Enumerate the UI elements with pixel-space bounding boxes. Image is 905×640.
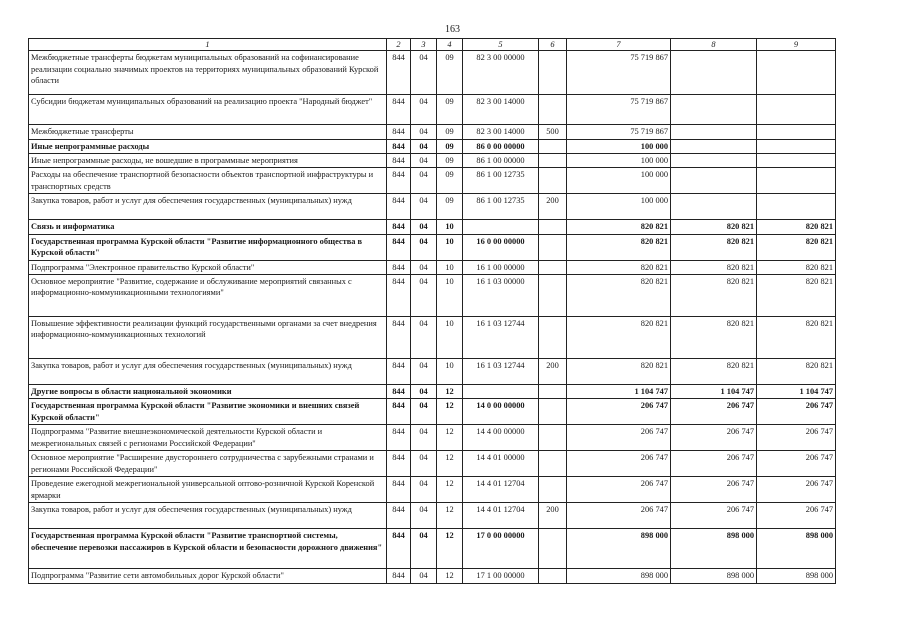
admin-code: 844 — [387, 529, 411, 569]
subsection-code: 09 — [437, 168, 463, 194]
table-row — [29, 425, 836, 451]
table-row — [29, 529, 836, 569]
amount-year-3 — [757, 194, 836, 220]
section-code: 04 — [411, 477, 437, 503]
table-row — [29, 51, 836, 95]
subsection-code: 09 — [437, 125, 463, 139]
table-row — [29, 234, 836, 260]
amount-year-2: 898 000 — [671, 529, 757, 569]
amount-year-1: 820 821 — [567, 220, 671, 234]
subsection-code: 10 — [437, 275, 463, 317]
table-row — [29, 194, 836, 220]
expense-type-code: 200 — [539, 503, 567, 529]
target-item-code: 86 1 00 12735 — [463, 168, 539, 194]
target-item-code: 82 3 00 14000 — [463, 125, 539, 139]
target-item-code: 82 3 00 14000 — [463, 95, 539, 125]
amount-year-3: 820 821 — [757, 260, 836, 274]
column-number-row — [29, 39, 836, 51]
table-row — [29, 154, 836, 168]
amount-year-3 — [757, 51, 836, 95]
table-row — [29, 168, 836, 194]
table-row — [29, 220, 836, 234]
table-row — [29, 95, 836, 125]
column-header: 9 — [757, 39, 836, 51]
section-code: 04 — [411, 139, 437, 153]
expense-type-code — [539, 154, 567, 168]
line-item-name: Государственная программа Курской области "Развитие экономики и внешних связей Курской области" — [29, 399, 387, 425]
line-item-name: Закупка товаров, работ и услуг для обеспечения государственных (муниципальных) нужд — [29, 194, 387, 220]
target-item-code: 16 1 03 12744 — [463, 359, 539, 385]
table-row — [29, 399, 836, 425]
line-item-name: Связь и информатика — [29, 220, 387, 234]
amount-year-3 — [757, 125, 836, 139]
expense-type-code — [539, 399, 567, 425]
amount-year-3: 820 821 — [757, 359, 836, 385]
amount-year-3: 1 104 747 — [757, 385, 836, 399]
budget-table — [28, 38, 836, 584]
table-row — [29, 359, 836, 385]
admin-code: 844 — [387, 220, 411, 234]
target-item-code: 14 4 00 00000 — [463, 425, 539, 451]
amount-year-2: 898 000 — [671, 569, 757, 583]
section-code: 04 — [411, 154, 437, 168]
subsection-code: 12 — [437, 569, 463, 583]
section-code: 04 — [411, 529, 437, 569]
amount-year-3: 898 000 — [757, 529, 836, 569]
subsection-code: 12 — [437, 477, 463, 503]
line-item-name: Межбюджетные трансферты бюджетам муниципальных образований на софинансирование реализации социально значимых проектов на территориях муниципальных образований Курской области — [29, 51, 387, 95]
amount-year-3: 206 747 — [757, 451, 836, 477]
amount-year-1: 898 000 — [567, 569, 671, 583]
amount-year-2 — [671, 125, 757, 139]
expense-type-code: 500 — [539, 125, 567, 139]
page-number: 163 — [445, 24, 460, 35]
amount-year-2 — [671, 95, 757, 125]
section-code: 04 — [411, 317, 437, 359]
section-code: 04 — [411, 125, 437, 139]
amount-year-2: 820 821 — [671, 359, 757, 385]
line-item-name: Государственная программа Курской области "Развитие транспортной системы, обеспечение перевозки пассажиров в Курской области и безопасности дорожного движения" — [29, 529, 387, 569]
line-item-name: Межбюджетные трансферты — [29, 125, 387, 139]
amount-year-3: 820 821 — [757, 220, 836, 234]
line-item-name: Иные непрограммные расходы, не вошедшие в программные мероприятия — [29, 154, 387, 168]
table-row — [29, 569, 836, 583]
amount-year-2 — [671, 51, 757, 95]
target-item-code: 82 3 00 00000 — [463, 51, 539, 95]
line-item-name: Субсидии бюджетам муниципальных образований на реализацию проекта "Народный бюджет" — [29, 95, 387, 125]
amount-year-3: 820 821 — [757, 234, 836, 260]
amount-year-1: 75 719 867 — [567, 51, 671, 95]
amount-year-3 — [757, 168, 836, 194]
subsection-code: 10 — [437, 234, 463, 260]
column-header: 5 — [463, 39, 539, 51]
amount-year-3: 820 821 — [757, 317, 836, 359]
section-code: 04 — [411, 51, 437, 95]
line-item-name: Подпрограмма "Развитие внешнеэкономической деятельности Курской области и межрегиональных связей с регионами Российской Федерации" — [29, 425, 387, 451]
amount-year-1: 820 821 — [567, 234, 671, 260]
amount-year-3: 898 000 — [757, 569, 836, 583]
expense-type-code — [539, 234, 567, 260]
section-code: 04 — [411, 275, 437, 317]
amount-year-1: 206 747 — [567, 451, 671, 477]
table-row — [29, 260, 836, 274]
amount-year-1: 100 000 — [567, 194, 671, 220]
admin-code: 844 — [387, 125, 411, 139]
expense-type-code — [539, 477, 567, 503]
amount-year-2: 820 821 — [671, 234, 757, 260]
amount-year-1: 75 719 867 — [567, 95, 671, 125]
section-code: 04 — [411, 569, 437, 583]
section-code: 04 — [411, 399, 437, 425]
amount-year-3 — [757, 154, 836, 168]
column-header: 3 — [411, 39, 437, 51]
subsection-code: 12 — [437, 385, 463, 399]
subsection-code: 10 — [437, 317, 463, 359]
subsection-code: 09 — [437, 139, 463, 153]
admin-code: 844 — [387, 234, 411, 260]
amount-year-1: 100 000 — [567, 139, 671, 153]
table-row — [29, 317, 836, 359]
expense-type-code — [539, 425, 567, 451]
amount-year-1: 206 747 — [567, 503, 671, 529]
amount-year-3: 820 821 — [757, 275, 836, 317]
column-header: 4 — [437, 39, 463, 51]
line-item-name: Закупка товаров, работ и услуг для обеспечения государственных (муниципальных) нужд — [29, 359, 387, 385]
amount-year-2 — [671, 194, 757, 220]
section-code: 04 — [411, 359, 437, 385]
amount-year-1: 820 821 — [567, 260, 671, 274]
section-code: 04 — [411, 234, 437, 260]
table-row — [29, 451, 836, 477]
expense-type-code — [539, 275, 567, 317]
line-item-name: Подпрограмма "Развитие сети автомобильных дорог Курской области" — [29, 569, 387, 583]
amount-year-2: 1 104 747 — [671, 385, 757, 399]
column-header: 8 — [671, 39, 757, 51]
section-code: 04 — [411, 385, 437, 399]
target-item-code: 14 0 00 00000 — [463, 399, 539, 425]
line-item-name: Основное мероприятие "Расширение двустороннего сотрудничества с зарубежными странами и регионами Российской Федерации" — [29, 451, 387, 477]
subsection-code: 09 — [437, 95, 463, 125]
section-code: 04 — [411, 95, 437, 125]
admin-code: 844 — [387, 359, 411, 385]
line-item-name: Проведение ежегодной межрегиональной универсальной оптово-розничной Курской Коренской ярмарки — [29, 477, 387, 503]
target-item-code: 86 1 00 00000 — [463, 154, 539, 168]
amount-year-2: 206 747 — [671, 503, 757, 529]
admin-code: 844 — [387, 503, 411, 529]
amount-year-1: 100 000 — [567, 154, 671, 168]
expense-type-code — [539, 260, 567, 274]
amount-year-1: 206 747 — [567, 399, 671, 425]
section-code: 04 — [411, 451, 437, 477]
amount-year-2: 206 747 — [671, 451, 757, 477]
line-item-name: Расходы на обеспечение транспортной безопасности объектов транспортной инфраструктуры и транспортных средств — [29, 168, 387, 194]
expense-type-code — [539, 139, 567, 153]
subsection-code: 10 — [437, 220, 463, 234]
amount-year-2: 206 747 — [671, 477, 757, 503]
admin-code: 844 — [387, 194, 411, 220]
target-item-code: 14 4 01 12704 — [463, 503, 539, 529]
amount-year-3 — [757, 139, 836, 153]
table-row — [29, 385, 836, 399]
amount-year-2: 206 747 — [671, 425, 757, 451]
target-item-code: 16 1 03 00000 — [463, 275, 539, 317]
column-header: 7 — [567, 39, 671, 51]
expense-type-code — [539, 317, 567, 359]
target-item-code — [463, 385, 539, 399]
admin-code: 844 — [387, 477, 411, 503]
amount-year-1: 898 000 — [567, 529, 671, 569]
admin-code: 844 — [387, 317, 411, 359]
target-item-code: 14 4 01 00000 — [463, 451, 539, 477]
line-item-name: Другие вопросы в области национальной экономики — [29, 385, 387, 399]
expense-type-code: 200 — [539, 194, 567, 220]
expense-type-code — [539, 569, 567, 583]
admin-code: 844 — [387, 260, 411, 274]
amount-year-2: 820 821 — [671, 317, 757, 359]
amount-year-1: 1 104 747 — [567, 385, 671, 399]
expense-type-code — [539, 529, 567, 569]
subsection-code: 09 — [437, 154, 463, 168]
admin-code: 844 — [387, 51, 411, 95]
amount-year-2 — [671, 168, 757, 194]
subsection-code: 12 — [437, 399, 463, 425]
table-row — [29, 477, 836, 503]
amount-year-1: 100 000 — [567, 168, 671, 194]
section-code: 04 — [411, 503, 437, 529]
line-item-name: Иные непрограммные расходы — [29, 139, 387, 153]
amount-year-3: 206 747 — [757, 399, 836, 425]
expense-type-code — [539, 95, 567, 125]
expense-type-code — [539, 51, 567, 95]
subsection-code: 12 — [437, 529, 463, 569]
table-body — [29, 51, 836, 583]
subsection-code: 10 — [437, 359, 463, 385]
amount-year-2: 206 747 — [671, 399, 757, 425]
amount-year-3: 206 747 — [757, 503, 836, 529]
amount-year-1: 75 719 867 — [567, 125, 671, 139]
target-item-code: 86 0 00 00000 — [463, 139, 539, 153]
admin-code: 844 — [387, 275, 411, 317]
amount-year-2: 820 821 — [671, 220, 757, 234]
table-row — [29, 275, 836, 317]
line-item-name: Повышение эффективности реализации функций государственными органами за счет внедрения информационно-коммуникационных технологий — [29, 317, 387, 359]
target-item-code: 16 1 03 12744 — [463, 317, 539, 359]
subsection-code: 10 — [437, 260, 463, 274]
table-row — [29, 503, 836, 529]
column-header: 6 — [539, 39, 567, 51]
amount-year-1: 820 821 — [567, 317, 671, 359]
subsection-code: 12 — [437, 451, 463, 477]
amount-year-1: 206 747 — [567, 477, 671, 503]
admin-code: 844 — [387, 95, 411, 125]
line-item-name: Основное мероприятие "Развитие, содержание и обслуживание мероприятий связанных с информационно-коммуникационными технологиями" — [29, 275, 387, 317]
target-item-code: 16 0 00 00000 — [463, 234, 539, 260]
expense-type-code — [539, 220, 567, 234]
admin-code: 844 — [387, 168, 411, 194]
column-header: 1 — [29, 39, 387, 51]
section-code: 04 — [411, 260, 437, 274]
amount-year-3: 206 747 — [757, 477, 836, 503]
expense-type-code — [539, 451, 567, 477]
section-code: 04 — [411, 220, 437, 234]
amount-year-1: 206 747 — [567, 425, 671, 451]
admin-code: 844 — [387, 385, 411, 399]
subsection-code: 12 — [437, 503, 463, 529]
line-item-name: Подпрограмма "Электронное правительство Курской области" — [29, 260, 387, 274]
target-item-code: 14 4 01 12704 — [463, 477, 539, 503]
column-header: 2 — [387, 39, 411, 51]
admin-code: 844 — [387, 399, 411, 425]
target-item-code: 16 1 00 00000 — [463, 260, 539, 274]
admin-code: 844 — [387, 154, 411, 168]
amount-year-2 — [671, 139, 757, 153]
amount-year-2 — [671, 154, 757, 168]
expense-type-code — [539, 168, 567, 194]
admin-code: 844 — [387, 569, 411, 583]
amount-year-3 — [757, 95, 836, 125]
target-item-code: 17 1 00 00000 — [463, 569, 539, 583]
amount-year-2: 820 821 — [671, 260, 757, 274]
line-item-name: Закупка товаров, работ и услуг для обеспечения государственных (муниципальных) нужд — [29, 503, 387, 529]
expense-type-code: 200 — [539, 359, 567, 385]
amount-year-2: 820 821 — [671, 275, 757, 317]
target-item-code — [463, 220, 539, 234]
amount-year-3: 206 747 — [757, 425, 836, 451]
target-item-code: 17 0 00 00000 — [463, 529, 539, 569]
section-code: 04 — [411, 168, 437, 194]
section-code: 04 — [411, 194, 437, 220]
admin-code: 844 — [387, 425, 411, 451]
subsection-code: 09 — [437, 194, 463, 220]
line-item-name: Государственная программа Курской области "Развитие информационного общества в Курской области" — [29, 234, 387, 260]
section-code: 04 — [411, 425, 437, 451]
subsection-code: 12 — [437, 425, 463, 451]
table-row — [29, 125, 836, 139]
expense-type-code — [539, 385, 567, 399]
table-row — [29, 139, 836, 153]
amount-year-1: 820 821 — [567, 359, 671, 385]
admin-code: 844 — [387, 451, 411, 477]
subsection-code: 09 — [437, 51, 463, 95]
target-item-code: 86 1 00 12735 — [463, 194, 539, 220]
amount-year-1: 820 821 — [567, 275, 671, 317]
admin-code: 844 — [387, 139, 411, 153]
